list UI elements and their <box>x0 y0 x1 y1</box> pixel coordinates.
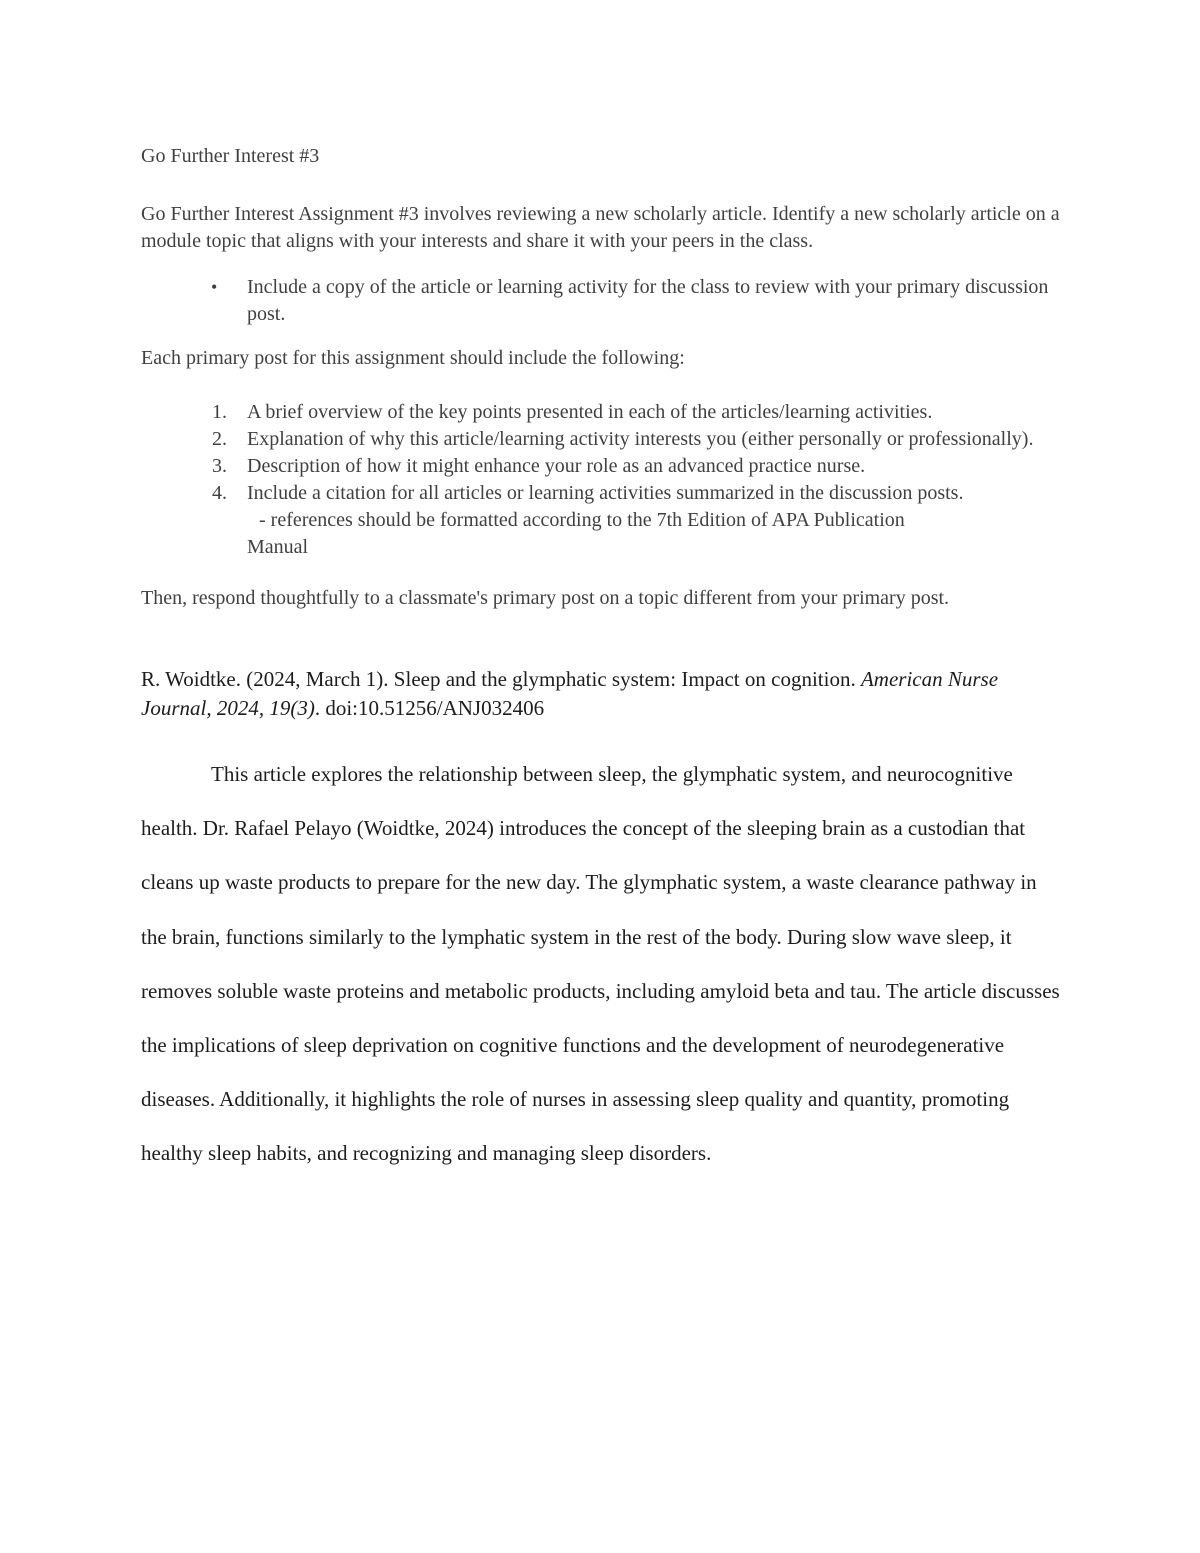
requirement-text: A brief overview of the key points presented in each of the articles/learning activities. <box>247 401 933 423</box>
requirement-item <box>141 426 1061 453</box>
requirement-subnote-continued: Manual <box>247 536 309 558</box>
requirement-text: Description of how it might enhance your role as an advanced practice nurse. <box>247 455 866 477</box>
requirements-intro: Each primary post for this assignment should include the following: <box>141 347 685 369</box>
bullet-item <box>141 274 1061 328</box>
requirement-number: 3. <box>212 455 227 477</box>
requirement-item <box>141 480 1061 561</box>
bullet-text: Include a copy of the article or learning activity for the class to review with your primary discussion post. <box>247 276 1049 325</box>
article-citation <box>141 665 1061 723</box>
requirements-list <box>141 399 1061 561</box>
response-instruction: Then, respond thoughtfully to a classmate's primary post on a topic different from your primary post. <box>141 587 950 609</box>
requirement-text: Explanation of why this article/learning activity interests you (either personally or professionally). <box>247 428 1034 450</box>
document-title: Go Further Interest #3 <box>141 145 320 167</box>
citation-lead: R. Woidtke. (2024, March 1). Sleep and the glymphatic system: Impact on cognition <box>141 667 851 691</box>
bullet-icon: • <box>211 277 218 297</box>
citation-separator: . <box>850 667 861 691</box>
requirement-item <box>141 453 1061 480</box>
bullet-list <box>141 274 1061 328</box>
requirement-item <box>141 399 1061 426</box>
citation-doi: doi:10.51256/ANJ032406 <box>325 696 545 720</box>
citation-separator: . <box>314 696 326 720</box>
requirement-text: Include a citation for all articles or learning activities summarized in the discussion posts. <box>247 482 964 504</box>
requirement-number: 2. <box>212 428 227 450</box>
article-summary: This article explores the relationship between sleep, the glymphatic system, and neurocognitive health. Dr. Rafael Pelayo (Woidtke, 2024) introduces the concept of the sleeping brain as a custodian that cleans up waste products to prepare for the new day. The glymphatic system, a waste clearance pathway in the brain, functions similarly to the lymphatic system in the rest of the body. During slow wave sleep, it removes soluble waste proteins and metabolic products, including amyloid beta and tau. The article discusses the implications of sleep deprivation on cognitive functions and the development of neurodegenerative diseases. Additionally, it highlights the role of nurses in assessing sleep quality and quantity, promoting healthy sleep habits, and recognizing and managing sleep disorders. <box>141 762 1060 1166</box>
citation-journal: American Nurse Journal, 2024, 19(3) <box>141 667 999 720</box>
requirement-number: 4. <box>212 482 227 504</box>
document-body <box>141 143 1061 1181</box>
requirement-number: 1. <box>212 401 227 423</box>
requirement-subnote: - references should be formatted according to the 7th Edition of APA Publication <box>259 509 905 531</box>
intro-paragraph: Go Further Interest Assignment #3 involves reviewing a new scholarly article. Identify a new scholarly article on a module topic that aligns with your interests and share it with your peers in the class. <box>141 203 1060 252</box>
